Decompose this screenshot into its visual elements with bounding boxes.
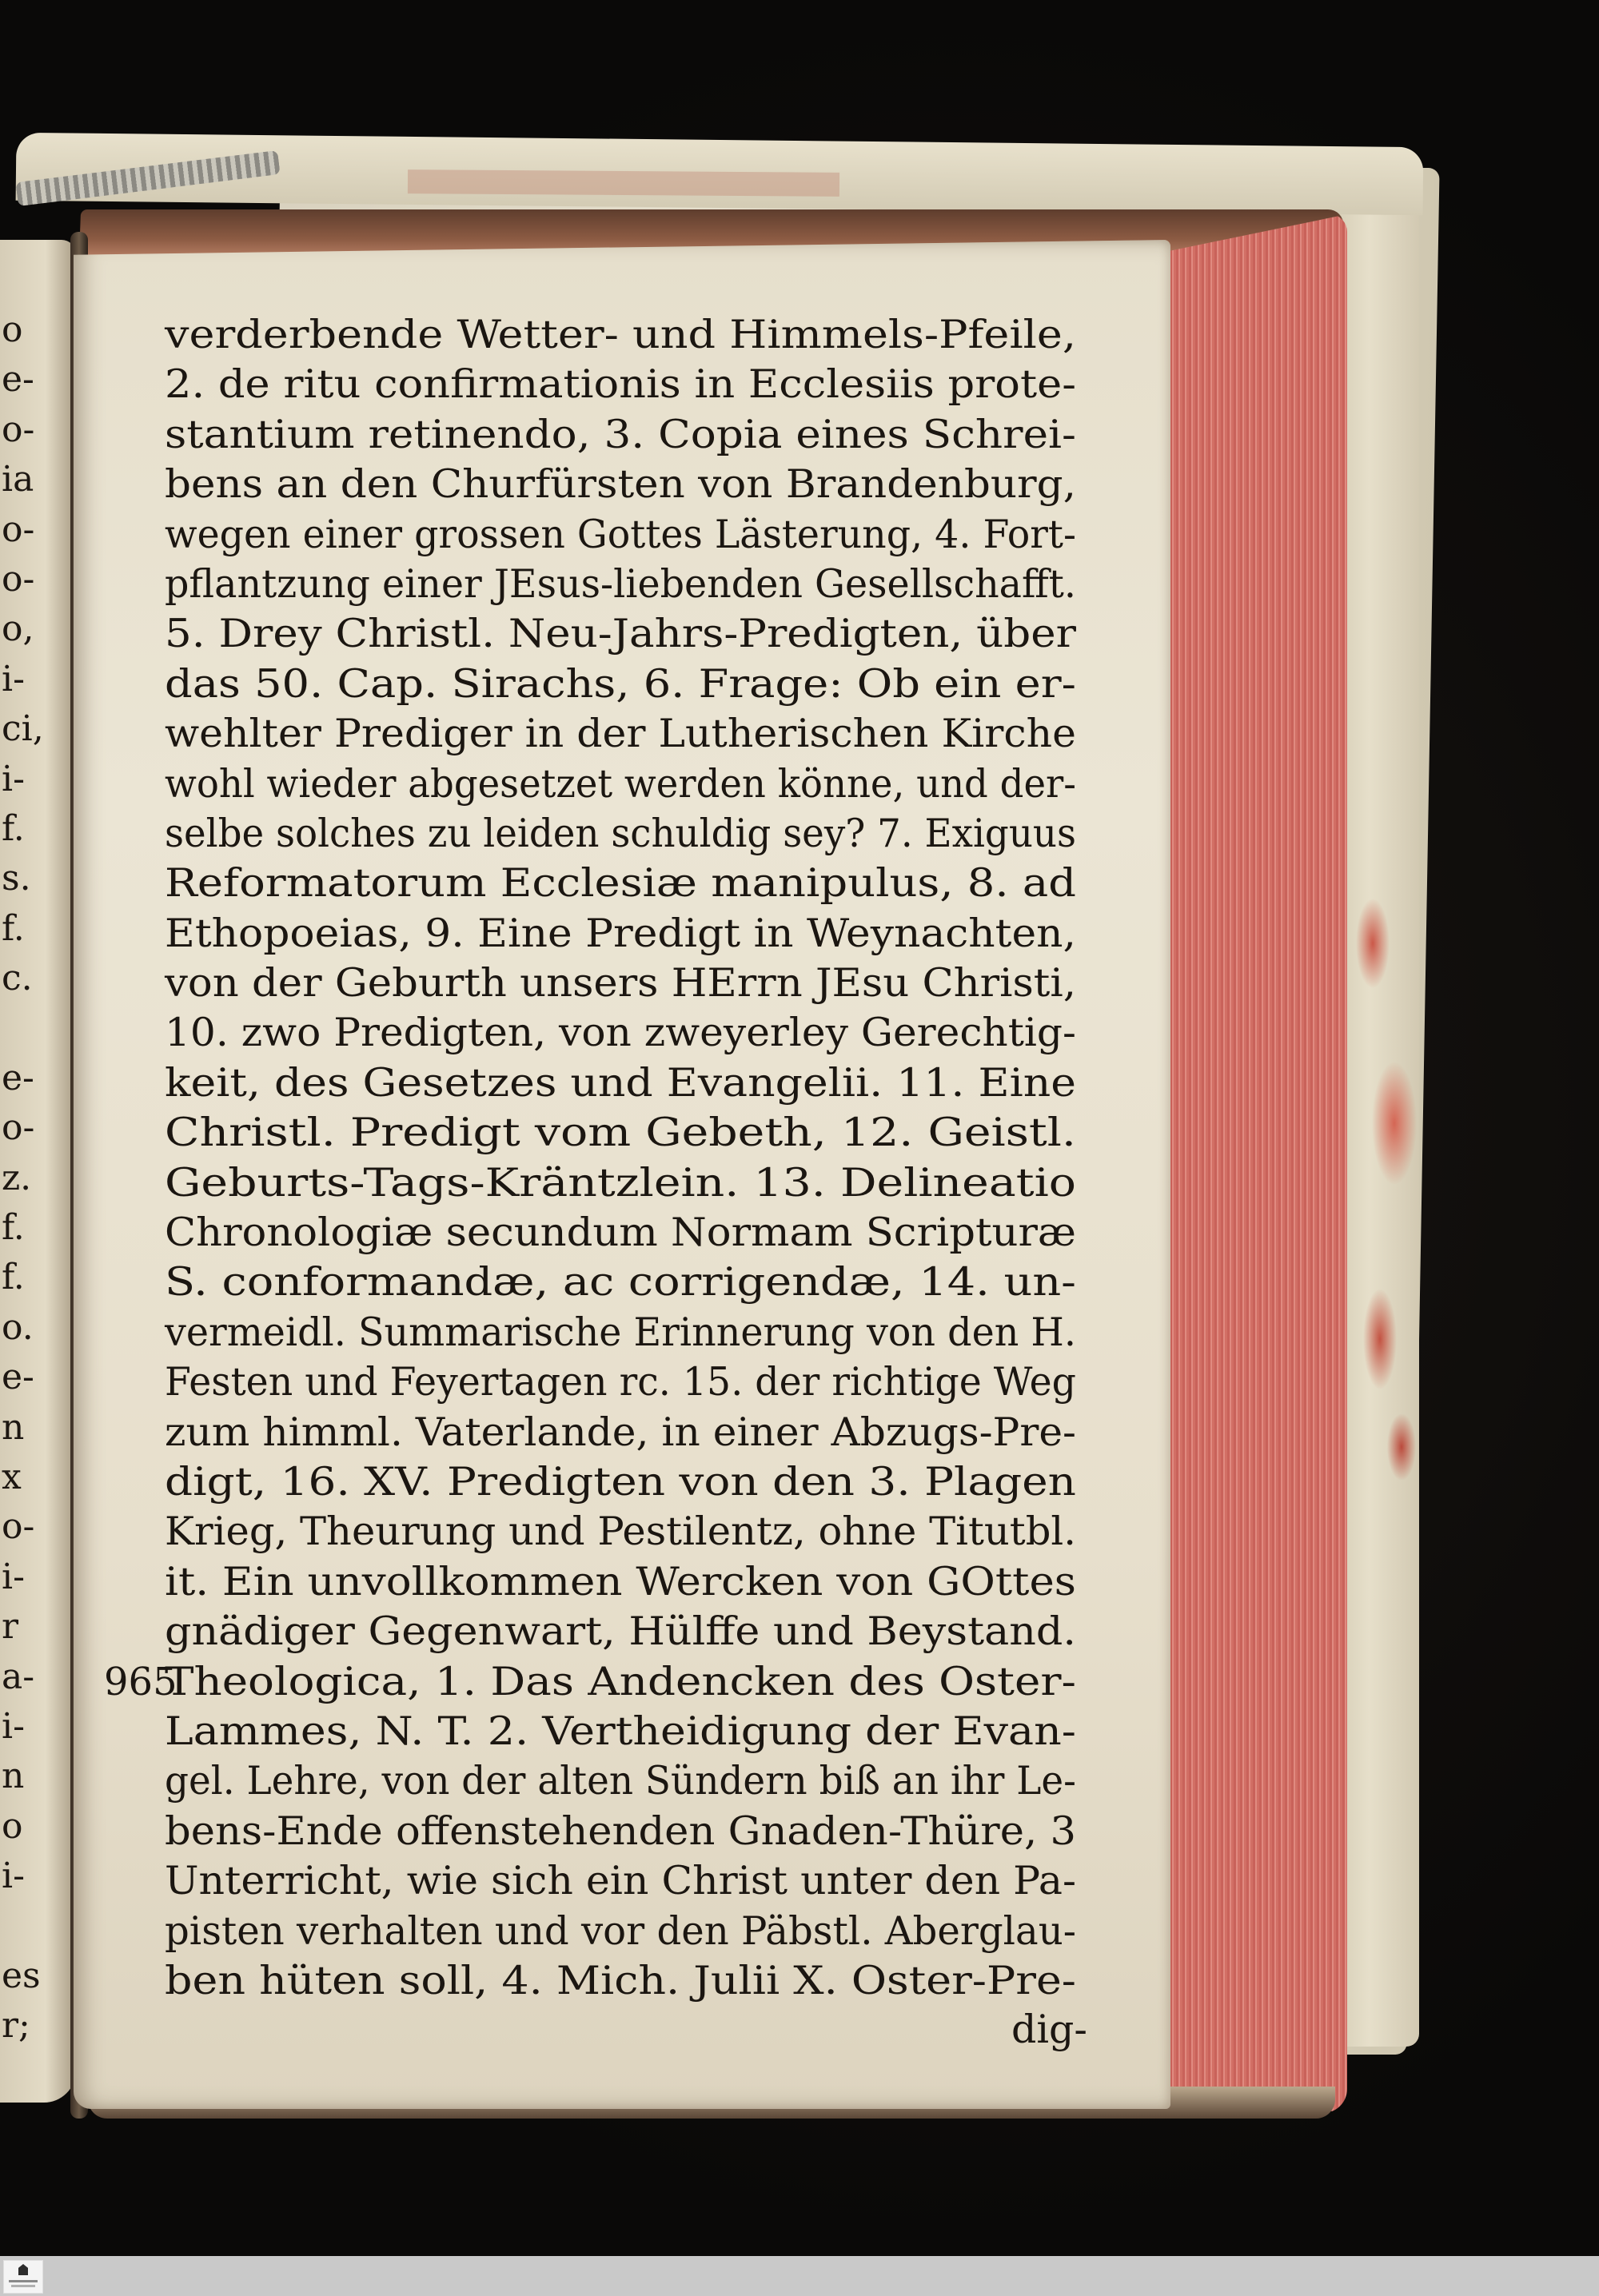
left-page-fragment: i- <box>2 1705 25 1747</box>
catchword: dig- <box>1011 2007 1087 2052</box>
left-page-fragment: i- <box>2 1856 25 1897</box>
left-page-fragment: a- <box>2 1656 35 1697</box>
text-line-content: Geburts-Tags-Kräntzlein. 13. Delineatio <box>165 1159 1076 1206</box>
text-line-content: S. conformandæ, ac corrigendæ, 14. un- <box>165 1259 1076 1305</box>
left-page-fragment: o- <box>2 409 35 450</box>
left-page-fragment: x <box>2 1456 22 1497</box>
text-line <box>165 909 1076 959</box>
text-line-content: Christl. Predigt vom Gebeth, 12. Geistl. <box>165 1110 1076 1156</box>
text-line-content: verderbende Wetter- und Himmels-Pfeile, <box>165 312 1076 357</box>
text-line-content: pisten verhalten und vor den Päbstl. Aberglau- <box>165 1907 1076 1954</box>
text-line <box>165 410 1076 460</box>
text-line <box>165 1258 1076 1307</box>
text-line <box>165 1756 1076 1806</box>
left-page-fragment: r; <box>2 2005 30 2047</box>
text-line-content: selbe solches zu leiden schuldig sey? 7. Exiguus <box>165 810 1076 856</box>
text-line <box>165 1158 1076 1208</box>
left-page-fragment: f. <box>2 1207 25 1249</box>
text-line-content: 5. Drey Christl. Neu-Jahrs-Predigten, über <box>165 611 1076 657</box>
text-line-content: keit, des Gesetzes und Evangelii. 11. Eine <box>165 1059 1076 1106</box>
left-page-fragment: f. <box>2 807 25 849</box>
text-line-content: von der Geburth unsers HErrn JEsu Christi, <box>165 960 1076 1006</box>
left-page-fragment: ci, <box>2 708 44 750</box>
text-line-content: wohl wieder abgesetzet werden könne, und der- <box>165 760 1076 807</box>
text-line <box>165 1607 1076 1656</box>
text-line-content: bens an den Churfürsten von Brandenburg, <box>165 461 1076 508</box>
left-page-fragment: o- <box>2 508 35 550</box>
text-line <box>165 609 1076 659</box>
text-line-content: zum himml. Vaterlande, in einer Abzugs-Pre- <box>165 1409 1076 1455</box>
text-line <box>165 360 1076 409</box>
left-page-fragment: e- <box>2 1357 34 1398</box>
text-line <box>165 1956 1076 2006</box>
left-page-fragment: f. <box>2 907 25 949</box>
text-line <box>165 1457 1076 1507</box>
text-line-content: wegen einer grossen Gottes Lästerung, 4. Fort- <box>165 511 1076 557</box>
left-page-fragment: i- <box>2 658 25 700</box>
text-line <box>165 809 1076 859</box>
left-page-text-fragments <box>2 305 72 2051</box>
page-text-block <box>104 310 1076 2006</box>
text-line-content: bens-Ende offenstehenden Gnaden-Thüre, 3 <box>165 1808 1076 1854</box>
text-line-content: pflantzung einer JEsus-liebenden Gesellschafft. <box>165 560 1076 607</box>
text-line-content: Reformatorum Ecclesiæ manipulus, 8. ad <box>165 860 1076 907</box>
library-logo[interactable] <box>3 2260 43 2294</box>
left-page-fragment: o <box>2 1805 23 1847</box>
text-line-content: Ethopoeias, 9. Eine Predigt in Weynachten, <box>165 910 1076 956</box>
text-line <box>165 1408 1076 1457</box>
text-line <box>165 709 1076 759</box>
marbled-endpaper <box>1351 799 1423 1519</box>
left-page-fragment: e- <box>2 359 34 401</box>
text-line <box>165 1507 1076 1557</box>
text-line-content: ben hüten soll, 4. Mich. Julii X. Oster-Pre- <box>165 1957 1076 2003</box>
left-page-fragment <box>2 1003 72 1053</box>
text-line <box>165 1557 1076 1607</box>
left-page-fragment <box>2 1902 72 1951</box>
left-page-fragment: o- <box>2 1506 35 1548</box>
left-page-fragment: r <box>2 1606 19 1648</box>
text-line-content: gel. Lehre, von der alten Sündern biß an ihr Le- <box>165 1758 1076 1804</box>
left-page-fragment: s. <box>2 858 31 899</box>
margin-number: 965 <box>104 1659 177 1704</box>
text-line <box>165 1907 1076 1956</box>
left-page-fragment: o- <box>2 558 35 600</box>
left-page-fragment: o, <box>2 608 34 650</box>
left-page-fragment: o- <box>2 1107 35 1149</box>
text-line <box>165 1707 1076 1756</box>
left-page-fragment: n <box>2 1756 25 1797</box>
left-page-fragment: ia <box>2 459 34 500</box>
left-page-fragment: o. <box>2 1306 34 1348</box>
left-page-fragment: e- <box>2 1057 34 1098</box>
text-line-content: Chronologiæ secundum Normam Scripturæ <box>165 1210 1076 1256</box>
text-line-content: gnädiger Gegenwart, Hülffe und Beystand. <box>165 1608 1076 1655</box>
library-logo-text-line <box>9 2280 38 2282</box>
text-line <box>165 510 1076 560</box>
text-line <box>165 859 1076 908</box>
text-line-content: Krieg, Theurung und Pestilentz, ohne Titutbl. <box>165 1509 1076 1555</box>
text-line-content: vermeidl. Summarische Erinnerung von den H. <box>165 1309 1076 1355</box>
text-line-content: Lammes, N. T. 2. Vertheidigung der Evan- <box>165 1708 1076 1754</box>
text-line-content: digt, 16. XV. Predigten von den 3. Plagen <box>165 1458 1076 1505</box>
text-line-content: das 50. Cap. Sirachs, 6. Frage: Ob ein er- <box>165 660 1076 707</box>
text-line <box>165 1308 1076 1357</box>
text-line <box>165 959 1076 1008</box>
text-line <box>165 1357 1076 1407</box>
text-line-content: stantium retinendo, 3. Copia eines Schrei- <box>165 411 1076 457</box>
text-line-content: Theologica, 1. Das Andencken des Oster- <box>165 1658 1076 1704</box>
left-page-fragment: i- <box>2 1556 25 1597</box>
library-logo-text-line <box>11 2285 35 2287</box>
text-line-content: Festen und Feyertagen rc. 15. der richtige Weg <box>165 1359 1076 1405</box>
text-line <box>104 1657 1076 1707</box>
text-line <box>165 560 1076 609</box>
text-line <box>165 1807 1076 1856</box>
text-line <box>165 310 1076 360</box>
text-line <box>165 1108 1076 1158</box>
left-page-fragment: o <box>2 309 23 350</box>
text-line-content: Unterricht, wie sich ein Christ unter den Pa- <box>165 1858 1076 1904</box>
left-page-fragment: n <box>2 1406 25 1448</box>
library-logo-icon <box>18 2264 28 2275</box>
left-page-fragment: c. <box>2 958 33 999</box>
text-line-content: 2. de ritu confirmationis in Ecclesiis prote- <box>165 361 1076 408</box>
text-line <box>165 759 1076 809</box>
text-line <box>165 1058 1076 1108</box>
left-page-fragment: es <box>2 1955 41 1996</box>
red-page-edges <box>1163 214 1347 2113</box>
text-line <box>165 460 1076 509</box>
viewer-footer-bar <box>0 2256 1599 2296</box>
text-line-content: wehlter Prediger in der Lutherischen Kirche <box>165 711 1076 757</box>
left-page-fragment: f. <box>2 1257 25 1298</box>
text-line <box>165 1008 1076 1058</box>
left-page-fragment: z. <box>2 1157 32 1198</box>
cover-stain <box>408 169 839 197</box>
text-line <box>165 660 1076 709</box>
left-page-fragment: i- <box>2 758 25 799</box>
text-line <box>165 1856 1076 1906</box>
text-line-content: 10. zwo Predigten, von zweyerley Gerechtig- <box>165 1010 1076 1056</box>
text-line-content: it. Ein unvollkommen Wercken von GOttes <box>165 1558 1076 1604</box>
text-line <box>165 1208 1076 1258</box>
